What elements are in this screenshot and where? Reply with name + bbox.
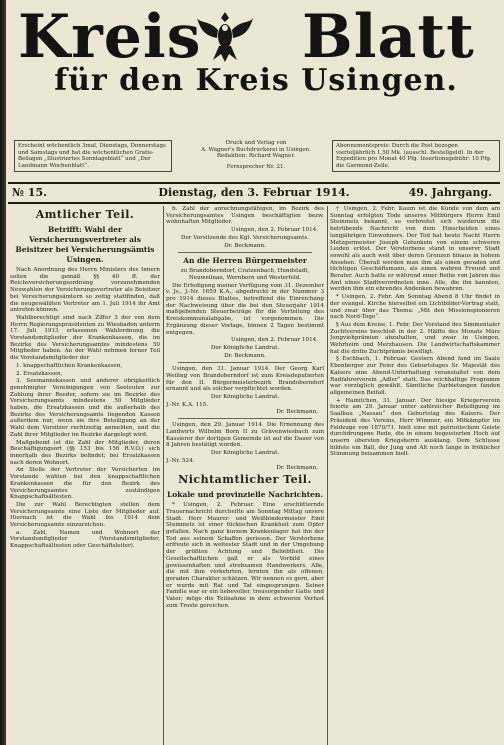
signature-office: Der Königliche Landrat. [210, 344, 280, 351]
article-paragraph: + Hainitchen, 31. Januar. Der hiesige Kriegerverein feierte am 29. Januar unter zahlreicher Beteiligung im Saalbau „Nassau“ den Geburtstag des Kaisers. Der Präsident des Vereins, Herr Wimmer, ein Mitkämpfer im Feldzuge von 1870/71, hielt eine mit patriotischem Geiste durchdrungene Rede, die in einem begeisterten Hoch auf unsern obersten Kriegsherrn ausklang. Dem Schlusse bildete ein Ball, der Jung und Alt noch lange in fröhlicher Stimmung beisammen hielt. [330, 397, 500, 458]
article-paragraph: § Eschbach, 1. Februar. Gestern Abend fand im Saale Ebenberger zur Feier des Geburtstages Sr. Majestät des Kaisers eine Abend-Unterhaltung veranstaltet von dem Radfahrerverein „Adler“ statt. Das reichhaltige Programm war vorzüglich gewählt. Sämtliche Darbietungen fanden allgemeinen Beifall. [330, 356, 500, 396]
signature-office: Der Königliche Landrat. [210, 450, 280, 457]
article-paragraph: † Usingen, 2. Febr. Kaum ist die Kunde von dem am Sonntag erfolgten Tode unseres Mitbürgers Herrn Emil Steinmetz bekannt, so verbreitet sich wiederum die betrübende Nachricht von dem Hinscheiden eines langjährigen Einwohners. Der Tod hat heute Nacht Herrn Metzgermeister Joseph Gutenkein von einem schweren Leiden erlöst. Der Verstorbene stand in unserer Stadt sowohl als auch weit über deren Grenzen hinaus in hohem Ansehen. Überall werden man ihm als einen geraden und tüchtigen Geschäftsmann, als einen wahren Freund und Berater. Auch hatte er während einer Reihe von Jahren das Amt eines Stadtverordneten inne. Alle, die ihn kannten, werden ihm ein ehrendes Andenken bewahren. [330, 206, 500, 293]
signature-name: Dr. Beckmann. [276, 464, 318, 471]
issue-date: Dienstag, den 3. Februar 1914. [158, 186, 350, 199]
article-paragraph: Die Erledigung meiner Verfügung vom 31. Dezember v. Js., J.-Nr. 1659 K.A., abgedruckt in der Nummer 3 pro 1914 dieses Blattes, betreffend die Einreichung der Nachweisung über die bei den Steuerjahr 1914 maßgebenden Steuerbeträge für die Verteilung des Kreiskommunalabgabe, ist vorgenommen. Die Ergänzung dieser Vorlage, binnen 2 Tagen bestimmt entgegen. [166, 282, 324, 336]
publisher-line-2: A. Wagner's Buchdruckerei in Usingen. [201, 146, 311, 153]
masthead-title-left: Kreis [18, 2, 202, 72]
volume-year: 49. Jahrgang. [408, 186, 492, 199]
article-paragraph: * Usingen, 2. Februar. Eine erschütternde Trauernachricht durcheilte am Sonntag Mittag unsere Stadt. Herr Maurer- und Weißbindermeister Emil Steinmetz ist einer tückischen Krankheit zum Opfer gefallen. Nach ganz kurzem Krankenlager hat ihn der Tod aus seinem Schaffen gerissen. Der Verstorbene erfreute sich in weitester Stadt und in der Umgebung der größten Achtung und Beliebtheit. Die Gesellschaftlichen galt er als Vorbild eines gewissenhaften und strebsamen Handwerkers. Alle, die mit ihm verkehrten, lernten ihn als offenen, geraden Charakter schätzen. Wir nennen es gern, aber er wurde mit Rat und Tat eingesprungen. Seiner Familie war er ein liebevoller, treusorgender Gatte und Vater; möge die Teilnahme in dem schweren Verlust zum Troste gereichen. [166, 502, 324, 609]
section-subhead-local-news: Lokale und provinzielle Nachrichten. [167, 490, 323, 500]
column-1 [10, 206, 160, 745]
article-paragraph: b. Zahl der anrechnungsfähigen, im Bezirk des Versicherungsamtes Usingen beschäftigten bezw. wohnhaften Mitglieder. [166, 206, 324, 226]
article-paragraph: 1. knappschaftlichen Krankenkassen, [16, 362, 123, 369]
article-paragraph: * Usingen, 2. Febr. Am Sonntag Abend 8 Uhr findet in der evangel. Kirche hierselbst ein Lichtbilder-Vortrag statt, und zwar über das Thema: „Mit den Missionspionieren nach Nord-Togo“. [330, 294, 500, 321]
dateline-bar [8, 182, 500, 204]
column-rule [163, 206, 164, 745]
divider [178, 362, 312, 363]
signature-ref: J.-Nr. 524. [166, 457, 195, 464]
article-paragraph: 3. Seemannskassen und anderer obrigkeitlich genehmigter Vereinigungen von Seeleuten zur Zahlung ihrer Reeder, sofern sie im Bezirke des Versicherungsamts mindestens 50 Mitglieder haben, die Ersatzkassen und die außerhalb des Bezirks des Versicherungsamts liegenden Kassen außerdem nur, wenn sie ihre Beteiligung an der Wahl dem Vorsitzer rechtzeitig anmelden, und die Zahl ihrer Mitglieder im Bezirke dargelegt wird. [10, 378, 160, 438]
article-paragraph: Nach Anordnung des Herrn Ministers des Innern sollen die gemäß §§ 40 ff. der Reichsversicherungsordnung vorzunehmenden Neuwahlen der Versicherungsvertreter als Beisitzer bei Versicherungsämtern so zeitig stattfinden, daß die neugewählten Vertreter am 1. Juli 1914 ihr Amt antreten können. [10, 267, 160, 314]
article-paragraph: An Stelle der Vertreter der Versicherten im Vorstande wählen bei den knappschaftlichen Krankenkassen die für den Bezirk des Versicherungsamtes zuständigen Knappschaftsältesten. [10, 467, 160, 501]
signature-place: Usingen, den 2. Februar 1914. [231, 337, 318, 344]
article-paragraph: Die zur Wahl Berechtigten stellen dem Versicherungsamte eine Liste der Mitglieder auf. Hiernach ist die Wahl bis 1914 dem Versicherungsamte einzureichen. [10, 501, 160, 529]
publisher-info [186, 140, 326, 170]
signature-name: Dr. Beckmann. [276, 408, 318, 415]
article-heading-sub: zu Brandoberndorf, Cratzenbach, Hundstadt, Neuweilnau, Wernborn und Westerfeld. [180, 268, 310, 281]
article-paragraph: Wahlberechtigt sind nach Ziffer 3 der von dem Herrn Regierungspräsidenten zu Wiesbaden unterm 17. Juli 1913 erlassenen Wahlordnung die Vorstandsmitglieder der Krankenkassen, die im Bezirke des Versicherungsamtes mindestens 50 Mitglieder haben. An der Wahl nehmen ferner Teil die Vorstandsmitglieder der [10, 314, 160, 362]
section-heading-official: Amtlicher Teil. [35, 208, 135, 221]
divider [178, 252, 312, 253]
article-paragraph: § Aus dem Kreise, 1. Febr. Der Vorstand des Simmentaler Zuchtvereins beschloß in der 2. Hälfte des Monats März Jungviehprämien abzuhalten, und zwar in Usingen, Wehrheim und Merzhausen. Die Landwirtschaftskammer hat die dritte Zuchtprämie bewilligt. [330, 321, 500, 355]
article-paragraph: Usingen, den 31. Januar 1914. Der Georg Karl Weiling von Brandoberndorf ist zum Kreisdeputierten für den II. Bürgermeisterbezirk Brandoberndorf ernannt und als solcher verpflichtet worden. [166, 366, 324, 393]
divider [178, 418, 312, 419]
article-paragraph: Maßgebend ist die Zahl der Mitglieder, deren Beschäftigungsort (§§ 153 bis 156 R.V.O.) sich innerhalb des Bezirks befindet; bei Ersatzkassen nach deren Wohnort. [10, 439, 160, 466]
publisher-line-1: Druck und Verlag von [225, 140, 287, 146]
article-heading: An die Herren Bürgermeister [183, 256, 307, 266]
column-3 [330, 206, 500, 745]
signature-office: Der Vorsitzende des Kgl. Versicherungsamts. [181, 234, 309, 241]
page-spine [0, 0, 6, 745]
article-paragraph: 2. Ersatzkassen, [16, 370, 63, 377]
signature-name: Dr. Beckmann. [224, 352, 266, 359]
column-2 [166, 206, 324, 745]
signature-place: Usingen, den 2. Februar 1914. [231, 227, 318, 234]
issue-number: № 15. [12, 186, 47, 199]
subscription-price-box: Abonnementspreis: Durch die Post bezogen vierteljährlich 1,50 Mk. (ausschl. Bestellgeld). In der Expedition pro Monat 40 Pfg. Insertionsgebühr: 10 Pfg. die Garmond-Zeile. [332, 140, 500, 172]
section-heading-unofficial: Nichtamtlicher Teil. [178, 473, 312, 487]
article-paragraph: Usingen, den 29. Januar 1914. Die Ernennung des Landwirts Wilhelm Born II zu Grävenwiesbach zum Kassierer der dortigen Gemeinde ist auf die Dauer von 8 Jahren bestätigt worden. [166, 422, 324, 449]
phone-line: Fernsprecher Nr. 21. [226, 163, 286, 170]
masthead-title-right: Blatt [302, 2, 475, 72]
eagle-crest-icon [195, 6, 255, 64]
editor-line: Redaktion: Richard Wagner. [216, 153, 296, 160]
signature-office: Der Königliche Landrat. [210, 394, 280, 401]
signature-name: Dr. Beckmann. [224, 242, 266, 249]
signature-ref: J.-Nr. K.A. 115. [166, 401, 208, 408]
masthead [10, 4, 502, 96]
list-item: a. Zahl, Namen und Wohnort der Vorstandsmitglieder (Vorstandsmitglieder, Knappschaftsältesten oder Geschäftsleiter). [10, 529, 160, 550]
masthead-subtitle: für den Kreis Usingen. [54, 63, 458, 98]
column-rule [327, 206, 328, 745]
publication-schedule-box: Erscheint wöchentlich 3mal, Dienstags, Donnerstags und Samstags und hat die wöchentlichen Gratis-Beilagen „Illustriertes Sonntagsblatt“ und „Der Landmann Wochenblatt“. [14, 140, 172, 172]
article-subhead: Betrifft: Wahl der Versicherungsvertreter als Beisitzer bei Versicherungsämtis Usingen. [15, 225, 155, 264]
